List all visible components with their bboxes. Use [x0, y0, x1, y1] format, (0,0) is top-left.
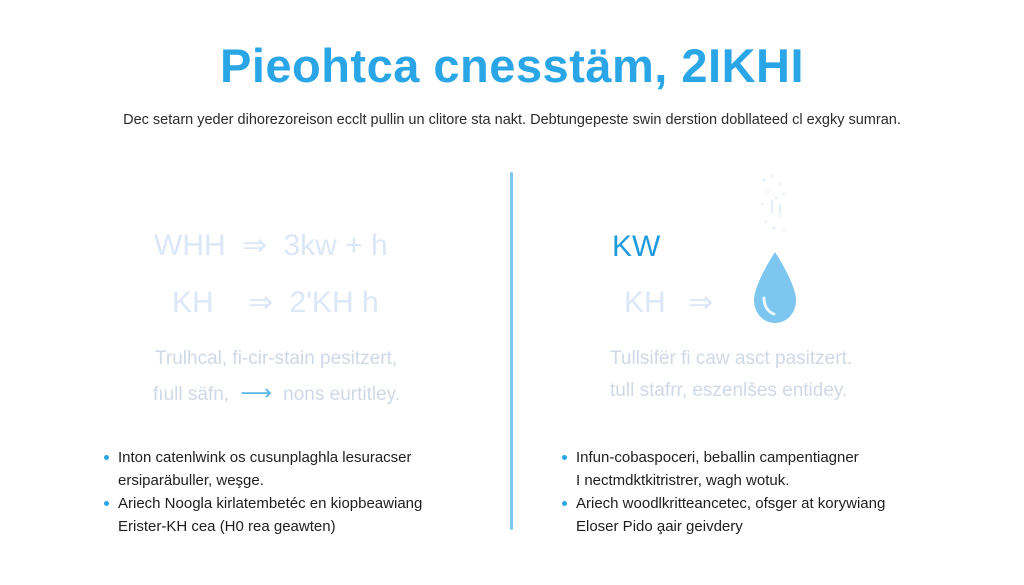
desc-text: nons eurtitley. [283, 384, 401, 405]
list-item [576, 446, 885, 469]
right-description-line-1: Tullsifër fi caw asct pasitzert. [610, 348, 853, 369]
bullet-icon [562, 455, 567, 460]
accent-label: KW [612, 230, 661, 263]
right-bullet-list [576, 446, 885, 538]
left-formula-2 [172, 285, 379, 320]
bullet-icon [104, 455, 109, 460]
bullet-text: Ariech woodlkritteancetec, ofsger at korywiang [576, 495, 886, 512]
right-description-line-2: tull stafrr, eszenlšes entidey. [610, 380, 848, 401]
list-item-continuation [118, 469, 422, 492]
bullet-icon [562, 501, 567, 506]
steam-icon [744, 170, 804, 250]
list-item-continuation [576, 515, 885, 538]
left-formula-1 [154, 228, 388, 263]
list-item [118, 446, 422, 469]
list-item [576, 492, 885, 515]
bullet-text: ersiparäbuller, weşge. [118, 472, 264, 489]
desc-text: fıull säfn, [153, 384, 230, 405]
formula-lhs: KH [624, 286, 666, 319]
list-item [118, 492, 422, 515]
page-subtitle: Dec setarn yeder dihorezoreison ecclt pullin un clitore sta nakt. Debtungepeste swin derstion dobllateed cl exgky sumran. [123, 112, 901, 128]
double-arrow-icon: ⇒ [242, 229, 268, 262]
formula-rhs: 2'KH h [289, 286, 379, 319]
formula-lhs: WHH [154, 229, 226, 262]
right-arrow-icon: ⟶ [240, 380, 272, 405]
double-arrow-icon: ⇒ [688, 286, 714, 319]
bullet-text: Ariech Noogla kirlatembetéc en kiopbeawiang [118, 495, 423, 512]
left-description-line-2 [153, 380, 400, 406]
column-divider [510, 172, 513, 530]
water-drop-icon [752, 250, 798, 326]
double-arrow-icon: ⇒ [248, 286, 274, 319]
bullet-text: Inton catenlwink os cusunplaghla lesuracser [118, 449, 412, 466]
formula-rhs: 3kw + h [283, 229, 388, 262]
right-formula [624, 285, 721, 320]
bullet-text: Erister-KH cea (H0 rea geawten) [118, 518, 336, 535]
bullet-text: I nectmdktkitristrer, wagh wotuk. [576, 472, 790, 489]
bullet-text: Infun-cobaspoceri, beballin campentiagner [576, 449, 859, 466]
list-item-continuation [576, 469, 885, 492]
page-title: Pieohtca cnesstäm, 2IKHI [219, 39, 805, 92]
left-description-line-1: Trulhcal, fi-cir-stain pesitzert, [155, 348, 398, 369]
list-item-continuation [118, 515, 422, 538]
bullet-text: Eloser Pido a̧air geivdery [576, 518, 743, 535]
bullet-icon [104, 501, 109, 506]
formula-lhs: KH [172, 286, 214, 319]
left-bullet-list [118, 446, 422, 538]
